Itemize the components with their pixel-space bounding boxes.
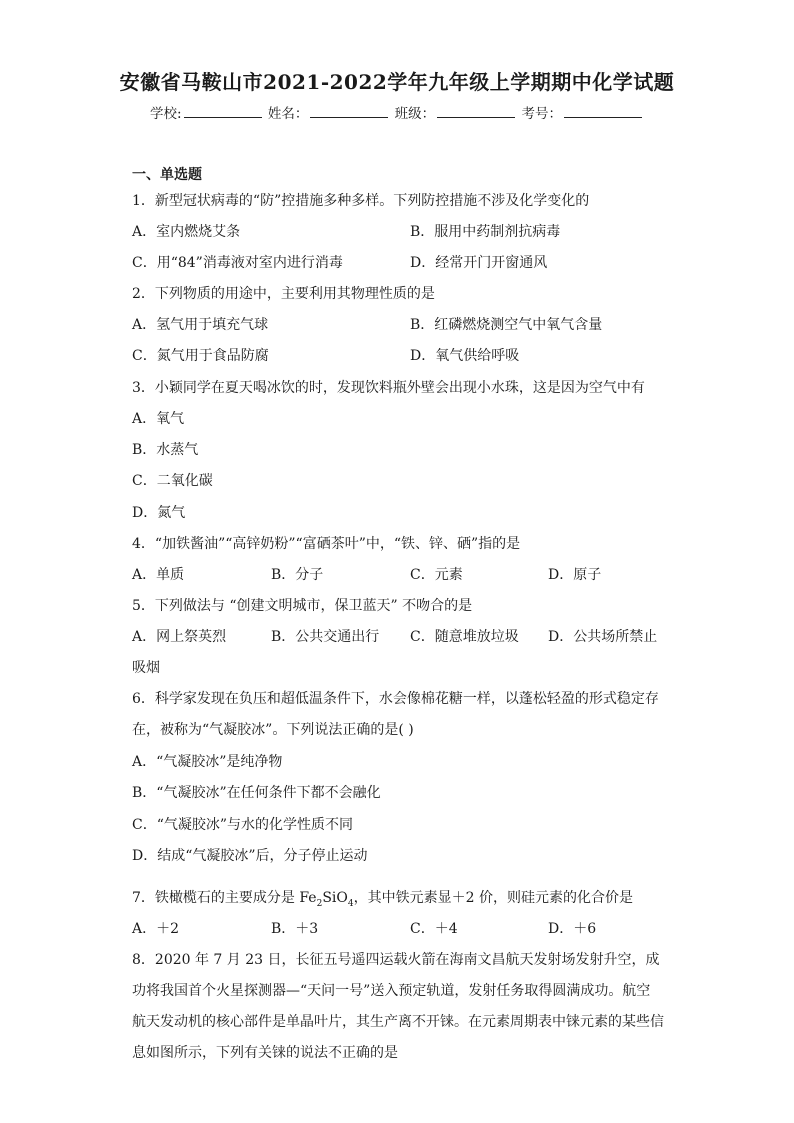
class-blank (437, 105, 515, 118)
q3-option-a: A．氧气 (132, 411, 185, 427)
q1-option-c: C．用“84”消毒液对室内进行消毒 (132, 255, 343, 271)
q5-option-d: D．公共场所禁止 (548, 629, 658, 645)
q6-option-c: C．“气凝胶冰”与水的化学性质不同 (132, 817, 354, 833)
q3-option-d: D．氮气 (132, 505, 186, 521)
class-label: 班级： (394, 106, 436, 122)
q1-option-a: A．室内燃烧艾条 (132, 224, 241, 240)
q7-stem-mid: SiO (322, 890, 348, 906)
name-blank (310, 105, 388, 118)
q3-stem: 3．小颖同学在夏天喝冰饮的时，发现饮料瓶外壁会出现小水珠，这是因为空气中有 (132, 380, 645, 396)
q2-stem: 2．下列物质的用途中，主要利用其物理性质的是 (132, 286, 435, 302)
name-label: 姓名： (267, 106, 309, 122)
q7-subscript-1: 2 (316, 898, 323, 909)
q8-stem: 8．2020 年 7 月 23 日，长征五号遥四运载火箭在海南文昌航天发射场发射升空，成功将我国首个火星探测器—“天问一号”送入预定轨道，发射任务取得圆满成功。航空航天发动机的核心部件是单晶叶片，其生产离不开铼。在元素周期表中铼元素的某些信息如图所示，下列有关铼的说法不正确的是 (132, 952, 664, 1061)
q7-stem (132, 888, 633, 914)
q4-option-c: C．元素 (410, 567, 463, 583)
exam-title: 安徽省马鞍山市2021-2022学年九年级上学期期中化学试题 (119, 70, 675, 94)
q5-option-d-continued: 吸烟 (132, 660, 160, 676)
q2-option-a: A．氢气用于填充气球 (132, 317, 269, 333)
q5-stem: 5．下列做法与 “创建文明城市，保卫蓝天” 不吻合的是 (132, 598, 473, 614)
q4-option-b: B．分子 (271, 567, 324, 583)
q5-option-b: B．公共交通出行 (271, 629, 380, 645)
q4-option-a: A．单质 (132, 567, 185, 583)
q7-option-b: B．＋3 (271, 921, 319, 937)
q6-option-a: A．“气凝胶冰”是纯净物 (132, 754, 283, 770)
exam-no-blank (564, 105, 642, 118)
q7-subscript-2: 4 (347, 898, 354, 909)
q2-option-c: C．氮气用于食品防腐 (132, 348, 269, 364)
q7-stem-post: ，其中铁元素显＋2 价，则硅元素的化合价是 (353, 890, 633, 906)
section-heading: 一、单选题 (132, 167, 202, 183)
q3-option-c: C．二氧化碳 (132, 473, 213, 489)
q1-stem: 1．新型冠状病毒的“防”控措施多种多样。下列防控措施不涉及化学变化的 (132, 193, 590, 209)
q5-option-a: A．网上祭英烈 (132, 629, 227, 645)
exam-no-label: 考号： (521, 106, 562, 122)
q6-option-d: D．结成“气凝胶冰”后，分子停止运动 (132, 848, 368, 864)
q7-option-d: D．＋6 (548, 921, 597, 937)
q4-option-d: D．原子 (548, 567, 602, 583)
q6-stem: 6．科学家发现在负压和超低温条件下，水会像棉花糖一样，以蓬松轻盈的形式稳定存在，被称为“气凝胶冰”。下列说法正确的是( ) (132, 691, 659, 738)
school-blank (184, 105, 262, 118)
q7-stem-pre: 7．铁橄榄石的主要成分是 Fe (132, 890, 317, 906)
q2-option-d: D．氧气供给呼吸 (410, 348, 520, 364)
q1-option-d: D．经常开门开窗通风 (410, 255, 548, 271)
q4-stem: 4．“加铁酱油”“高锌奶粉”“富硒茶叶”中，“铁、锌、硒”指的是 (132, 536, 521, 552)
school-label: 学校: (150, 106, 182, 122)
q5-option-c: C．随意堆放垃圾 (410, 629, 519, 645)
q3-option-b: B．水蒸气 (132, 442, 199, 458)
student-info-line (0, 102, 794, 122)
q7-option-c: C．＋4 (410, 921, 458, 937)
q7-option-a: A．＋2 (132, 921, 180, 937)
q2-option-b: B．红磷燃烧测空气中氧气含量 (410, 317, 603, 333)
q1-option-b: B．服用中药制剂抗病毒 (410, 224, 561, 240)
q6-option-b: B．“气凝胶冰”在任何条件下都不会融化 (132, 785, 381, 801)
